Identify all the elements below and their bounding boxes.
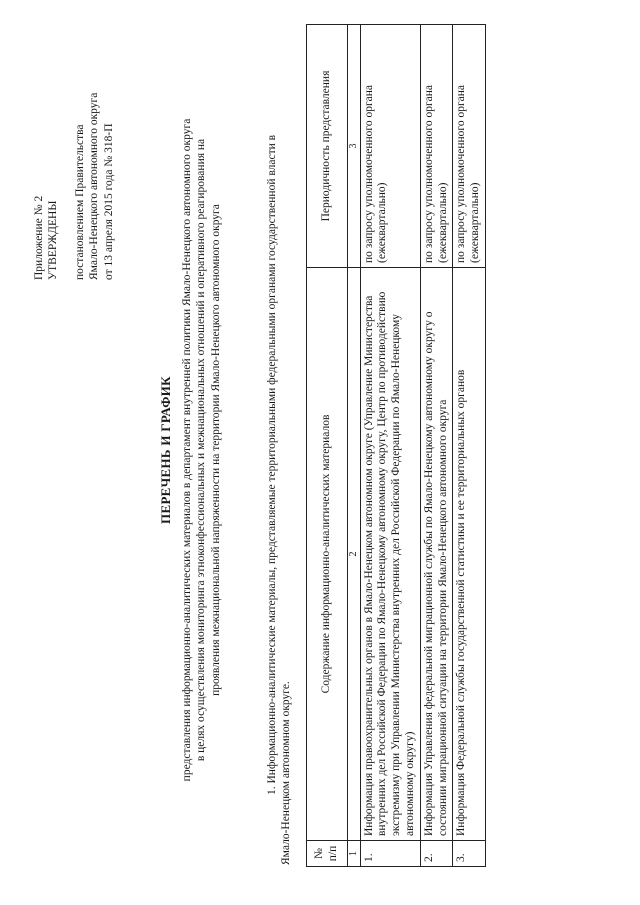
approval-block [32, 40, 116, 280]
column-number-row [347, 25, 360, 867]
approval-line-2: Ямало-Ненецкого автономного округа [88, 92, 101, 280]
row-content: Информация Управления федеральной миграционной службы по Ямало-Ненецкому автономному округу о состоянии миграционной ситуации на территории Ямало-Ненецкого автономного округа [420, 268, 453, 841]
rotated-document-page [20, 15, 620, 885]
approved-label: УТВЕРЖДЕНЫ [47, 200, 60, 280]
spacer [61, 40, 73, 280]
table-row [360, 25, 420, 867]
section-heading [265, 25, 294, 865]
section-line-1: 1. Информационно-аналитические материалы, представляемые территориальными федеральными органами государственной власти в [266, 134, 278, 795]
document-title: ПЕРЕЧЕНЬ И ГРАФИК [158, 376, 173, 524]
header-number: № п/п [307, 841, 348, 867]
row-number: 3. [453, 841, 486, 867]
row-content: Информация правоохранительных органов в Ямало-Ненецком автономном округе (Управление Министерства внутренних дел Российской Федерации по Ямало-Ненецкому автономному округу, Центр по противодействию экстремизму при Управлении Министерства внутренних дел Российской Федерации по Ямало-Ненецкому автономному округу) [360, 268, 420, 841]
materials-table [306, 24, 486, 867]
row-content: Информация Федеральной службы государственной статистики и ее территориальных органов [453, 268, 486, 841]
header-periodicity: Периодичность представления [307, 25, 348, 268]
row-period: по запросу уполномоченного органа (ежеквартально) [420, 25, 453, 268]
column-number: 3 [347, 25, 360, 268]
row-period: по запросу уполномоченного органа (ежеквартально) [453, 25, 486, 268]
table-row [453, 25, 486, 867]
approval-line-1: постановлением Правительства [73, 124, 86, 280]
document-subtitle: представления информационно-аналитических материалов в департамент внутренней политики Ямало-Ненецкого автономного округа в целях осуществления мониторинга этноконфессиональных и межнациональных отношений и оперативного реагирования на проявления межнациональной напряженности на территории Ямало-Ненецкого автономного округа [181, 118, 222, 782]
row-number: 1. [360, 841, 420, 867]
row-period: по запросу уполномоченного органа (ежеквартально) [360, 25, 420, 268]
column-number: 1 [347, 841, 360, 867]
table-row [420, 25, 453, 867]
appendix-label: Приложение № 2 [33, 195, 45, 280]
table-header-row [307, 25, 348, 867]
row-number: 2. [420, 841, 453, 867]
approval-line-3: от 13 апреля 2015 года № 318-П [102, 123, 115, 280]
section-line-2: Ямало-Ненецком автономном округе. [280, 681, 293, 865]
column-number: 2 [347, 268, 360, 841]
header-content: Содержание информационно-аналитических материалов [307, 268, 348, 841]
